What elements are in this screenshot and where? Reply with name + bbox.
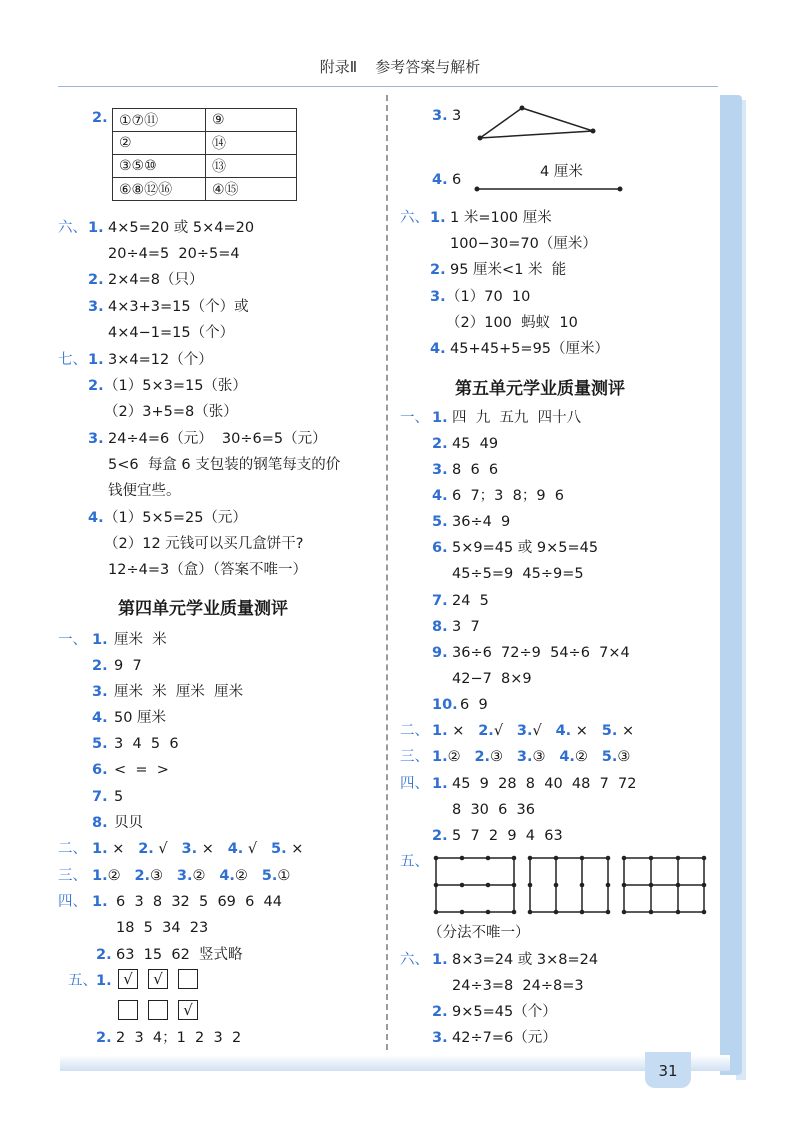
section-label: 四、: [58, 894, 87, 910]
segment-label: 4 厘米: [540, 164, 583, 180]
q-number: 5.: [92, 736, 108, 752]
answer-text: 95 厘米<1 米 能: [450, 262, 567, 278]
table-row: [113, 155, 297, 178]
answer-text: 6: [452, 172, 462, 188]
answer-text: ①: [277, 868, 291, 884]
answer-text: ×: [291, 841, 304, 857]
q-number: 4.: [92, 710, 108, 726]
answer-text: （1）5×5=25（元）: [104, 510, 247, 526]
answer-text: （2）100 蚂蚁 10: [446, 315, 578, 331]
q-number: 2.: [478, 723, 494, 739]
answer-text: √: [493, 723, 504, 739]
answer-text: 45÷5=9 45÷9=5: [452, 566, 584, 582]
answer-text: √: [158, 841, 168, 857]
checkbox[interactable]: √: [118, 969, 138, 989]
q-number: 1.: [88, 220, 104, 236]
q-number: 4.: [555, 723, 572, 739]
answer-text: 45 9 28 8 40 48 7 72: [452, 776, 637, 792]
bottom-shadow: [60, 1055, 730, 1071]
answer-table: [112, 108, 297, 201]
q-number: 1.: [88, 352, 104, 368]
answer-text: 4×5=20 或 5×4=20: [108, 220, 255, 236]
answer-text: 8×3=24 或 3×8=24: [452, 952, 599, 968]
checkbox-row: [118, 969, 208, 989]
q-number: 4.: [432, 172, 448, 188]
q-number: 3.: [432, 1030, 448, 1046]
q-number: 2.: [432, 1004, 448, 1020]
answer-text: 42÷7=6（元）: [452, 1030, 557, 1046]
q-number: 5.: [261, 868, 278, 884]
header-left: 附录Ⅱ: [319, 58, 358, 76]
column-divider: [386, 95, 388, 1050]
answer-text: （2）12 元钱可以买几盒饼干?: [104, 536, 304, 552]
q-number: 3.: [432, 462, 448, 478]
section-label: 六、: [400, 210, 429, 226]
answer-text: 24÷4=6（元） 30÷6=5（元）: [108, 431, 327, 447]
q-number: 1.: [432, 776, 448, 792]
answer-text: 9×5=45（个）: [452, 1004, 557, 1020]
section-label: 三、: [58, 868, 87, 884]
section-label: 六、: [58, 220, 87, 236]
answer-text: √: [247, 841, 258, 857]
answer-text: 4×3+3=15（个）或: [108, 299, 249, 315]
answer-text: 36÷6 72÷9 54÷6 7×4: [452, 645, 630, 661]
answer-text: 36÷4 9: [452, 514, 511, 530]
table-cell: ①⑦⑪: [113, 109, 206, 132]
table-cell: ⑬: [206, 155, 297, 178]
answer-text: 2 3 4；1 2 3 2: [116, 1030, 242, 1046]
q-number: 6.: [432, 540, 448, 556]
page-header: [0, 56, 800, 77]
answer-text: ×: [452, 723, 465, 739]
q-number: 3.: [181, 841, 198, 857]
q-number: 1.: [432, 410, 448, 426]
page-edge: [720, 95, 742, 1075]
q-number: 4.: [219, 868, 235, 884]
q-number: 1.: [92, 894, 108, 910]
q-number: 1.: [92, 868, 108, 884]
answer-text: 50 厘米: [114, 710, 167, 726]
answer-text: 4×4−1=15（个）: [108, 325, 235, 341]
section-label: 五、: [68, 973, 97, 989]
q-number: 2.: [96, 947, 112, 963]
section-label: 六、: [400, 952, 429, 968]
answer-text: 42−7 8×9: [452, 671, 532, 687]
page-number: 31: [658, 1062, 678, 1080]
table-cell: ⑭: [206, 132, 297, 155]
answer-text: < = >: [114, 762, 169, 778]
answer-text: 45 49: [452, 436, 499, 452]
q-number: 3.: [432, 108, 448, 124]
judge-row: [92, 839, 303, 859]
answer-text: ×: [575, 723, 588, 739]
q-number: 2.: [474, 749, 491, 765]
q-number: 1.: [432, 723, 448, 739]
table-row: [113, 178, 297, 201]
q-number: 8.: [432, 619, 448, 635]
checkbox[interactable]: [148, 1000, 168, 1020]
section-label: 二、: [58, 841, 87, 857]
q-number: 9.: [432, 645, 448, 661]
checkbox[interactable]: [118, 1000, 138, 1020]
answer-text: 8 6 6: [452, 462, 499, 478]
answer-text: 5×9=45 或 9×5=45: [452, 540, 599, 556]
section-label: 二、: [400, 723, 429, 739]
answer-text: 24 5: [452, 593, 489, 609]
answer-text: √: [532, 723, 542, 739]
q-number: 1.: [432, 749, 448, 765]
q-number: 4.: [88, 510, 104, 526]
table-cell: ⑥⑧⑫⑯: [113, 178, 206, 201]
answer-text: 3: [452, 108, 462, 124]
table-cell: ④⑮: [206, 178, 297, 201]
answer-text: ③: [532, 749, 546, 765]
choice-row: [92, 866, 290, 886]
table-cell: ②: [113, 132, 206, 155]
q-number: 7.: [92, 789, 108, 805]
checkbox-row: [118, 1000, 208, 1020]
q-number: 1.: [92, 841, 108, 857]
choice-row: [432, 747, 630, 767]
answer-text: 9 7: [114, 658, 142, 674]
q-number: 4.: [227, 841, 244, 857]
q-number: 2.: [134, 868, 151, 884]
q-number: 1.: [92, 632, 108, 648]
answer-text: 3×4=12（个）: [108, 352, 213, 368]
answer-text: （1）70 10: [446, 289, 531, 305]
section-label: 五、: [400, 854, 429, 870]
answer-text: 钱便宜些。: [108, 483, 181, 499]
q-number: 2.: [92, 110, 108, 126]
q-number: 3.: [516, 723, 533, 739]
table-cell: ③⑤⑩: [113, 155, 206, 178]
answer-text: 100−30=70（厘米）: [450, 236, 597, 252]
division-figures: [426, 850, 716, 920]
note-text: （分法不唯一）: [428, 925, 530, 941]
q-number: 4.: [430, 341, 446, 357]
table-row: [113, 109, 297, 132]
q-number: 7.: [432, 593, 448, 609]
header-rule: [58, 86, 718, 87]
answer-text: 2×4=8（只）: [108, 272, 204, 288]
answer-text: 12÷4=3（盒）（答案不唯一）: [108, 562, 307, 578]
q-number: 5.: [601, 749, 618, 765]
q-number: 4.: [559, 749, 575, 765]
answer-text: 8 30 6 36: [452, 802, 536, 818]
answer-text: ③: [490, 749, 504, 765]
answer-text: ②: [107, 868, 121, 884]
section-label: 四、: [400, 776, 429, 792]
checkbox[interactable]: [178, 969, 198, 989]
q-number: 6.: [92, 762, 108, 778]
answer-text: 5<6 每盒 6 支包装的钢笔每支的价: [108, 457, 341, 473]
unit5-title: 第五单元学业质量测评: [455, 379, 625, 399]
answer-text: ×: [201, 841, 214, 857]
answer-text: 贝贝: [114, 815, 143, 831]
answer-text: 3 7: [452, 619, 480, 635]
answer-text: （1）5×3=15（张）: [104, 378, 247, 394]
answer-text: 5 7 2 9 4 63: [452, 828, 563, 844]
q-number: 5.: [271, 841, 287, 857]
q-number: 2.: [138, 841, 154, 857]
answer-text: 6 3 8 32 5 69 6 44: [116, 894, 283, 910]
q-number: 3.: [88, 431, 104, 447]
q-number: 2.: [432, 828, 448, 844]
q-number: 2.: [88, 272, 104, 288]
answer-text: ②: [234, 868, 248, 884]
answer-text: ×: [622, 723, 635, 739]
header-right: 参考答案与解析: [375, 58, 481, 76]
answer-text: 20÷4=5 20÷5=4: [108, 246, 240, 262]
section-label: 一、: [58, 632, 87, 648]
answer-text: 厘米 米: [114, 632, 167, 648]
q-number: 10.: [432, 697, 458, 713]
answer-text: 厘米 米 厘米 厘米: [114, 684, 244, 700]
q-number: 2.: [430, 262, 446, 278]
triangle-figure: [470, 100, 600, 145]
checkbox[interactable]: √: [178, 1000, 198, 1020]
answer-text: ×: [112, 841, 125, 857]
section-label: 一、: [400, 410, 429, 426]
q-number: 1.: [432, 952, 448, 968]
q-number: 3.: [176, 868, 193, 884]
q-number: 1.: [96, 973, 112, 989]
answer-text: 45+45+5=95（厘米）: [450, 341, 610, 357]
q-number: 2.: [92, 658, 108, 674]
q-number: 5.: [432, 514, 448, 530]
q-number: 4.: [432, 488, 448, 504]
q-number: 3.: [430, 289, 446, 305]
answer-text: 6 7；3 8；9 6: [452, 488, 565, 504]
table-cell: ⑨: [206, 109, 297, 132]
q-number: 8.: [92, 815, 108, 831]
answer-text: 5: [114, 789, 124, 805]
answer-text: 24÷3=8 24÷8=3: [452, 978, 584, 994]
answer-text: 63 15 62 竖式略: [116, 947, 243, 963]
answer-text: ③: [617, 749, 631, 765]
answer-text: ②: [574, 749, 588, 765]
q-number: 2.: [432, 436, 448, 452]
answer-text: 18 5 34 23: [116, 920, 209, 936]
table-row: [113, 132, 297, 155]
answer-text: 6 9: [460, 697, 488, 713]
q-number: 5.: [601, 723, 618, 739]
q-number: 3.: [88, 299, 104, 315]
answer-text: 1 米=100 厘米: [450, 210, 552, 226]
line-segment-figure: [470, 183, 630, 197]
section-label: 七、: [58, 352, 87, 368]
answer-text: （2）3+5=8（张）: [104, 404, 238, 420]
judge-row: [432, 721, 634, 741]
unit4-title: 第四单元学业质量测评: [118, 599, 288, 619]
answer-text: ③: [150, 868, 164, 884]
answer-text: ②: [192, 868, 206, 884]
answer-text: 3 4 5 6: [114, 736, 179, 752]
q-number: 3.: [516, 749, 533, 765]
q-number: 2.: [96, 1030, 112, 1046]
section-label: 三、: [400, 749, 429, 765]
checkbox[interactable]: √: [148, 969, 168, 989]
q-number: 1.: [430, 210, 446, 226]
answer-text: ②: [447, 749, 461, 765]
answer-text: 四 九 五九 四十八: [452, 410, 582, 426]
q-number: 2.: [88, 378, 104, 394]
q-number: 3.: [92, 684, 108, 700]
